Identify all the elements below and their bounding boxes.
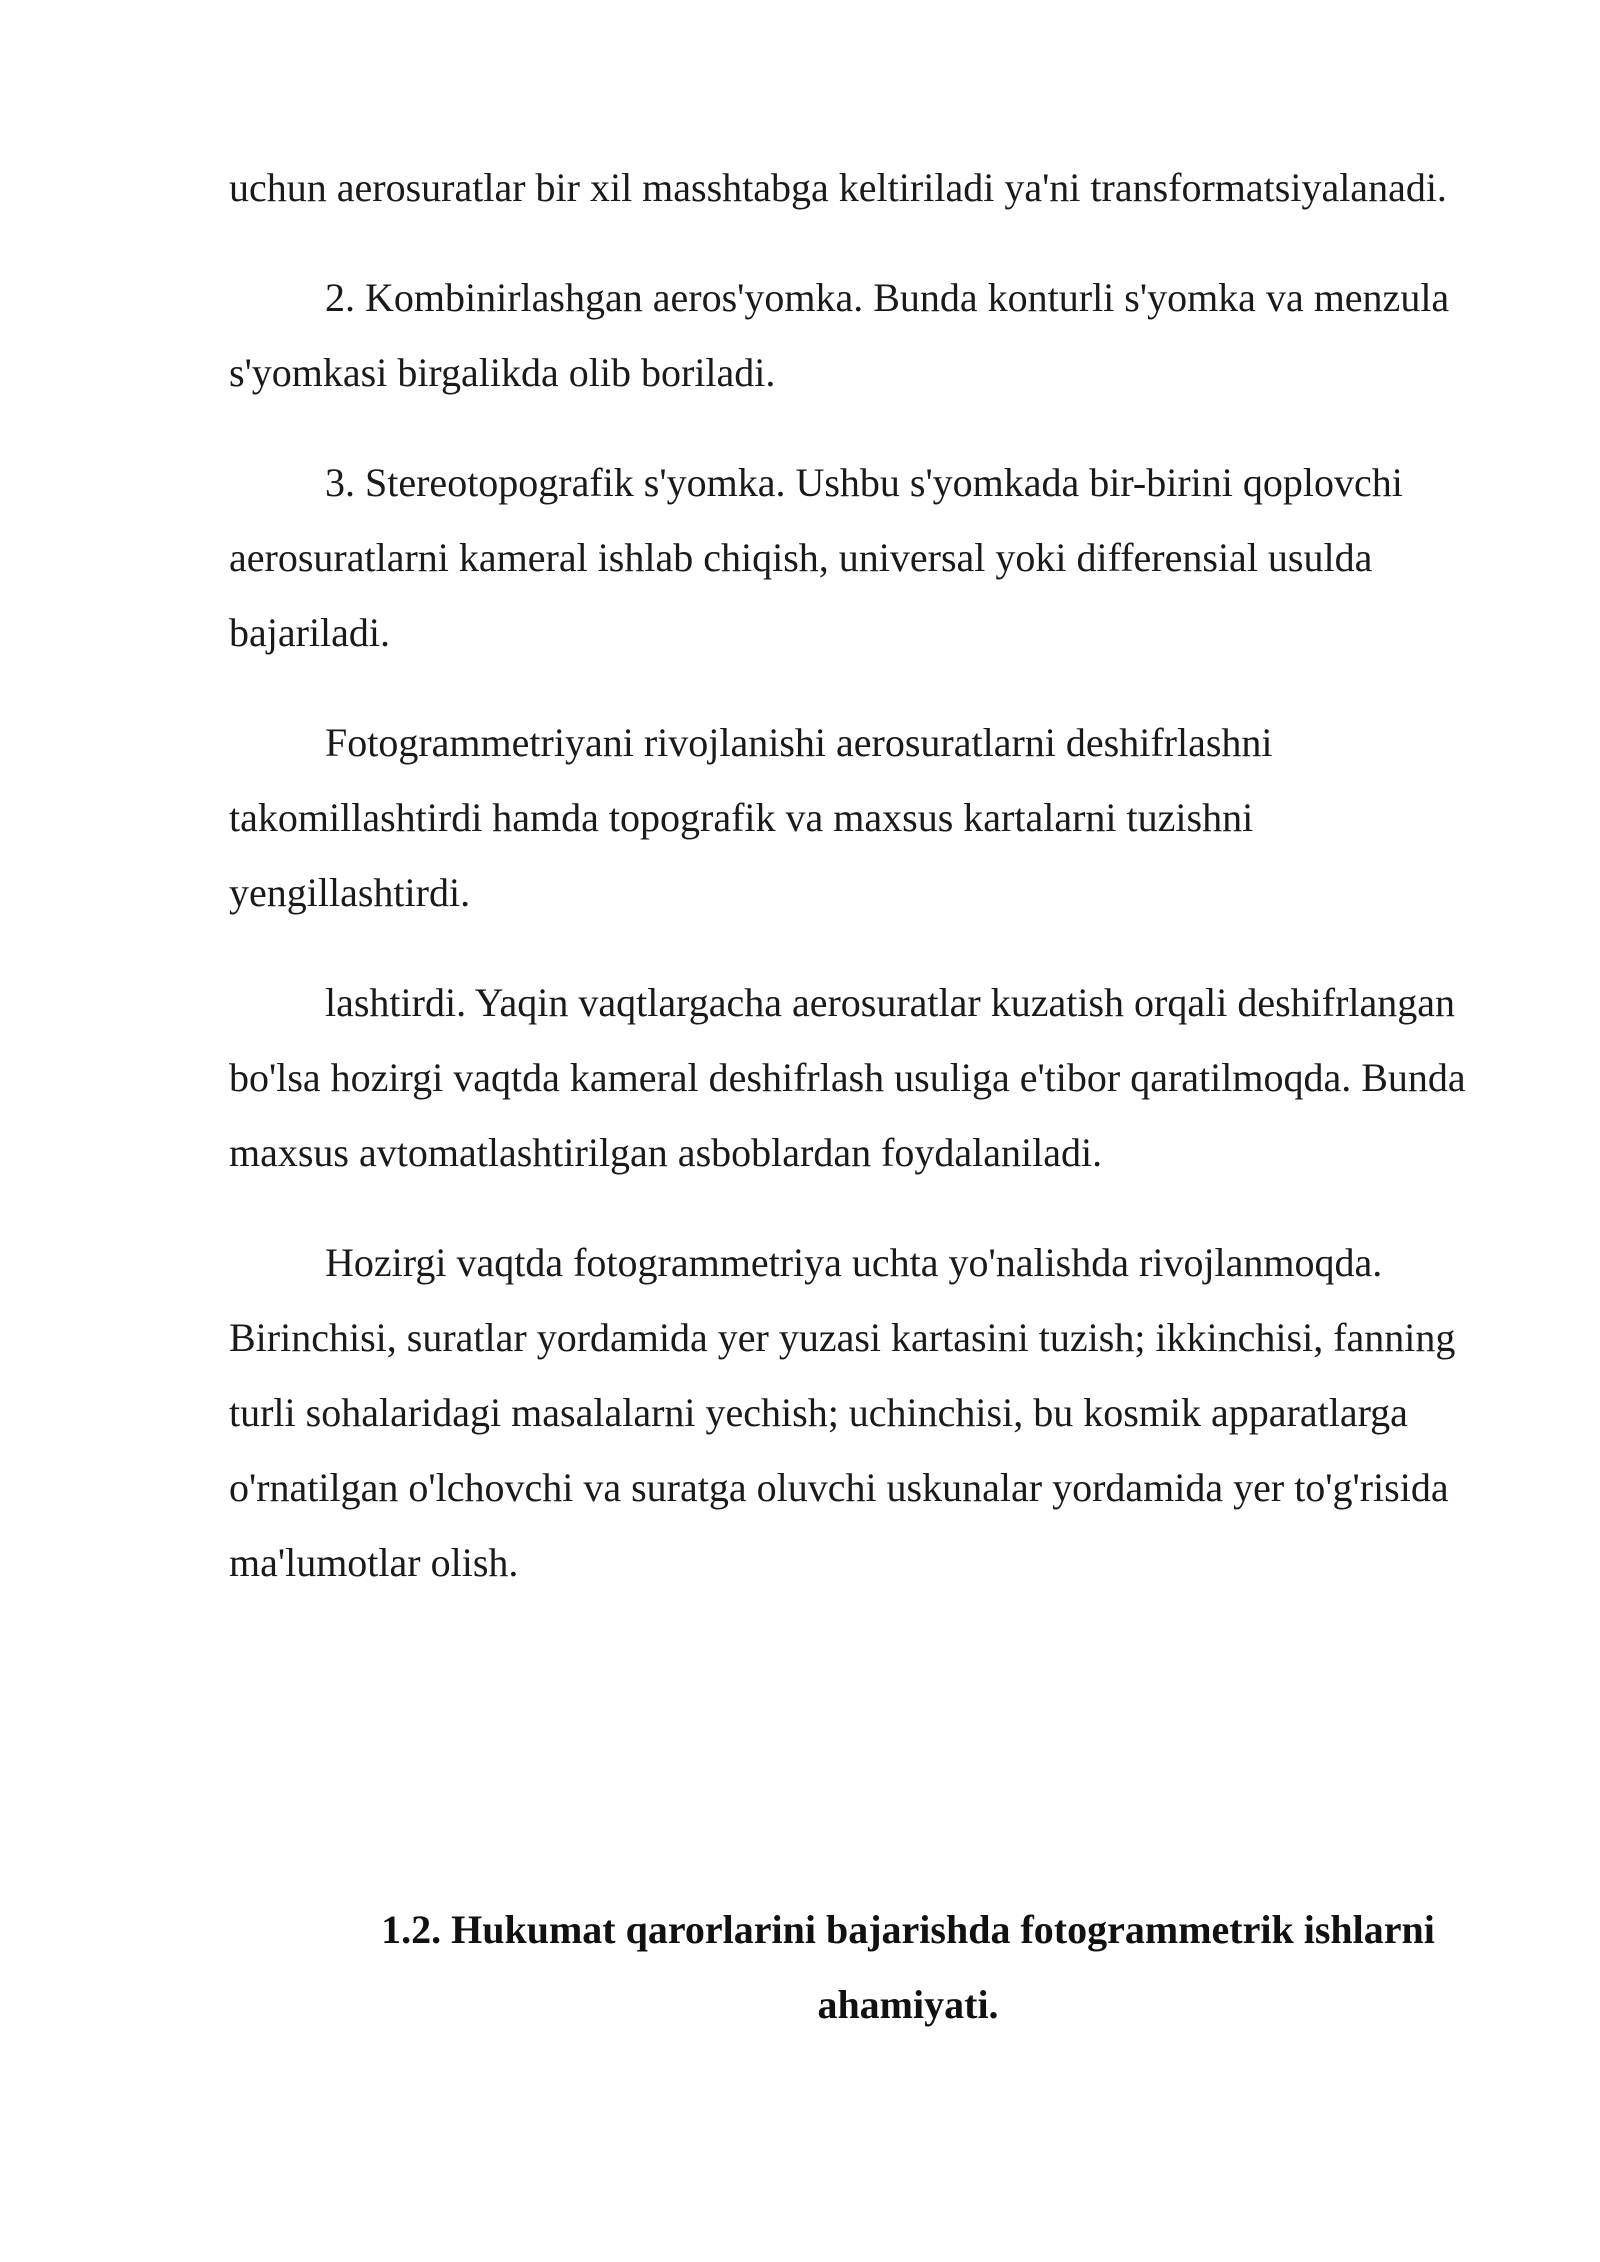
document-body [229,150,1491,1635]
paragraph-deciphering: lashtirdi. Yaqin vaqtlargacha aerosuratlar kuzatish orqali deshifrlangan bo'lsa hozirgi vaqtda kameral deshifrlash usuliga e'tibor qaratilmoqda. Bunda maxsus avtomatlashtirilgan asboblardan foydalaniladi. [229,980,1466,1175]
section-heading: 1.2. Hukumat qarorlarini bajarishda fotogrammetrik ishlarni ahamiyati. [381,1907,1435,2027]
paragraph-stereotopographic-survey: 3. Stereotopografik s'yomka. Ushbu s'yomkada bir-birini qoplovchi aerosuratlarni kameral ishlab chiqish, universal yoki differensial usulda bajariladi. [229,460,1403,655]
paragraph-photogrammetry-development: Fotogrammetriyani rivojlanishi aerosuratlarni deshifrlashni takomillashtirdi hamda topografik va maxsus kartalarni tuzishni yengillashtirdi. [229,720,1273,915]
paragraph-current-directions: Hozirgi vaqtda fotogrammetriya uchta yo'nalishda rivojlanmoqda. Birinchisi, suratlar yordamida yer yuzasi kartasini tuzish; ikkinchisi, fanning turli sohalaridagi masalalarni yechish; uchinchisi, bu kosmik apparatlarga o'rnatilgan o'lchovchi va suratga oluvchi uskunalar yordamida yer to'g'risida ma'lumotlar olish. [229,1240,1456,1585]
paragraph-combined-survey: 2. Kombinirlashgan aeros'yomka. Bunda konturli s'yomka va menzula s'yomkasi birgalikda olib boriladi. [229,275,1450,395]
paragraph-continuation: uchun aerosuratlar bir xil masshtabga keltiriladi ya'ni transformatsiyalanadi. [229,165,1447,210]
